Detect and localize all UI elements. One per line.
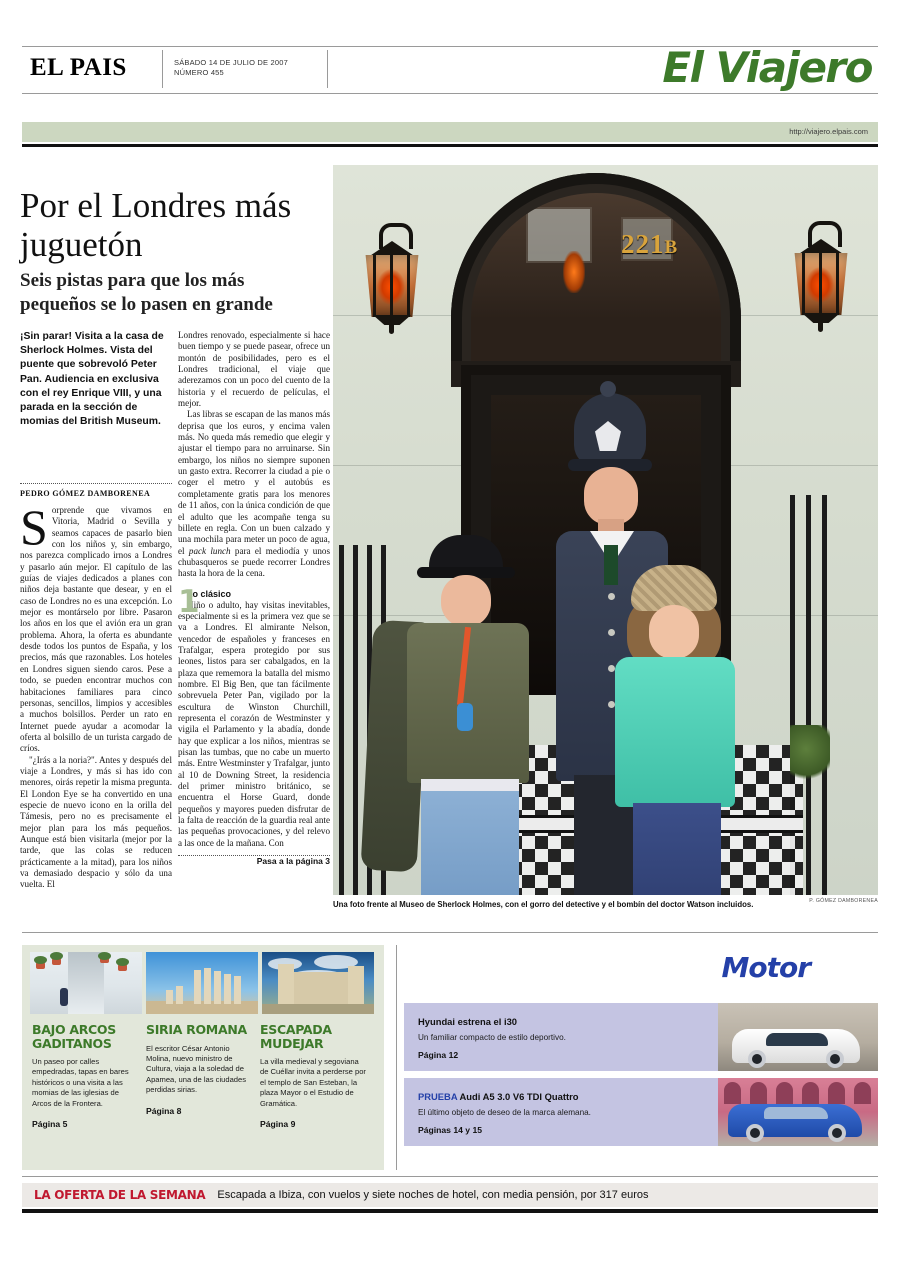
teaser-page-ref[interactable]: Página 9 <box>260 1119 296 1130</box>
door-number-letter: B <box>664 237 679 258</box>
white-car <box>732 1029 860 1063</box>
teaser-photo-mudejar[interactable] <box>262 952 374 1014</box>
photo-caption: Una foto frente al Museo de Sherlock Holmes, con el gorro del detective y el bombín del doctor Watson incluidos. <box>333 900 754 909</box>
motor-item-audi[interactable] <box>404 1078 878 1146</box>
motor-item-page-ref[interactable]: Páginas 14 y 15 <box>418 1125 483 1135</box>
masthead-divider-1 <box>162 50 163 88</box>
child-face <box>649 605 699 659</box>
ruins-ground <box>146 1001 258 1014</box>
lantern-frame-bar <box>802 253 805 315</box>
car-wheel <box>826 1050 844 1068</box>
child-cardigan <box>615 657 735 807</box>
teaser-photo-arcos[interactable] <box>30 952 142 1014</box>
door-number <box>621 229 678 260</box>
teaser-item-arcos[interactable] <box>32 1023 146 1129</box>
article-lead: ¡Sin parar! Visita a la casa de Sherlock Holmes. Vista del puente que sobrevoló Peter Pan. Audiencia en exclusiva con el rey Enrique VIII, y una parada en la sección de momias del British Museum. <box>20 331 164 428</box>
lantern-frame-bar <box>819 253 822 315</box>
offer-label: LA OFERTA DE LA SEMANA <box>34 1188 206 1202</box>
castle-keep <box>284 972 354 1006</box>
potted-plant <box>790 725 830 785</box>
motor-item-subtitle: El último objeto de deseo de la marca alemana. <box>418 1108 591 1117</box>
section-number: 1 <box>178 583 200 620</box>
motor-item-title <box>418 1091 648 1102</box>
teaser-title: ESCAPADA MUDEJAR <box>260 1022 332 1051</box>
paragraph: "¿Irás a la noria?". Antes y después del viaje a Londres, y más si has ido con menores, oirás repetir la misma pregunta. El London Eye se ha convertido en una especie de nuevo icono en la orilla del Támesis, pero no es precisamente el mejor plan para los más pequeños. Aunque está bien visitarla (mejor por la tarde, que las colas se reducen prácticamente a la mitad), para los niños va demasiado despacio y sólo da una vuelta. El <box>20 754 172 890</box>
interior-light <box>563 251 585 293</box>
article-byline: PEDRO GÓMEZ DAMBORENEA <box>20 489 151 498</box>
bottom-vertical-divider <box>396 945 397 1170</box>
lantern-right-icon <box>782 221 860 331</box>
door-number-digits: 221 <box>621 229 665 259</box>
motor-panel <box>404 945 878 1170</box>
teaser-item-mudejar[interactable] <box>260 1023 374 1129</box>
blue-car <box>728 1104 862 1137</box>
paragraph-text: orprende que vivamos en Vitoria, Madrid o Sevilla y seamos capaces de pasarlo bien con los niños y, sin embargo, nos parezca complicado irnos a Londres y pasarlo aún mejor. El capítulo de las guías de viajes dedicados a planes con niños deja bastante que desear, y en el caso de Londres no es una excepción. Lo mejor es montárselo por libre. Pasaron los años en los que el avión era un gran problema. Ahora, la oferta es abundante desde todos los puntos de España, y los precios, más que razonables. Los hoteles en Londres siguen siendo caros. Pese a todo, se pueden encontrar muchos con habitaciones familiares para cinco personas, sencillos, limpios y accesibles a muchos bolsillos. Perder un rato en Internet puede ayudar a acomodar la oferta al bolsillo de un turista cargado de críos. <box>20 505 172 754</box>
page-title: Por el Londres más juguetón <box>20 186 292 265</box>
masthead-rule-bottom <box>22 93 878 94</box>
motor-item-text <box>418 1016 648 1060</box>
page-subtitle: Seis pistas para que los más pequeños se lo pasen en grande <box>20 269 273 315</box>
castle-ground <box>262 1004 374 1014</box>
lantern-left-icon <box>353 223 431 333</box>
lantern-frame-bar <box>407 255 410 317</box>
section-paragraph: Niño o adulto, hay visitas inevitables, especialmente si es la primera vez que se va a Londres. El almirante Nelson, vencedor de españoles y franceses en Trafalgar, espera protegido por sus leones, listos para ser cabalgados, en la plaza que rememora la batalla del mismo nombre. El Big Ben, que tan fácilmente sobrevuela Peter Pan, vigilado por la escultura de Winston Churchill, representa el corazón de Westminster y vigila el Parlamento y la abadía, donde hay que explicar a los niños, mientras se pisan las tumbas, que no cabe un muerto más. Entre Westminster y Trafalgar, junto al 10 de Downing Street, la residencia del primer ministro británico, se encuentra el Horse Guard, donde pequeños y mayores pueden disfrutar de la falta de reacción de la guardia real ante las pequeñas provocaciones, y del relevo a las once de la mañana. Con <box>178 599 330 848</box>
lantern-finial <box>818 321 823 332</box>
teaser-photo-strip <box>30 952 376 1014</box>
photo-credit: P. GÓMEZ DAMBORENEA <box>809 898 878 904</box>
numbered-section-1 <box>178 583 330 850</box>
offer-text: Escapada a Ibiza, con vuelos y siete noches de hotel, con media pensión, por 317 euros <box>217 1189 649 1201</box>
helmet-knob <box>600 381 616 397</box>
teaser-text: El escritor César Antonio Molina, nuevo ministro de Cultura, viaja a la soledad de Apamea, una de las ciudades perdidas sirias. <box>146 1043 247 1095</box>
child-deerstalker-figure <box>605 565 755 895</box>
motor-item-kicker: PRUEBA <box>418 1091 458 1102</box>
motor-item-title: Hyundai estrena el i30 <box>418 1016 518 1027</box>
masthead-issue-number: NÚMERO 455 <box>174 68 224 77</box>
main-photo <box>333 165 878 895</box>
lantern-frame-bar <box>390 255 393 317</box>
walking-person <box>60 988 68 1006</box>
motor-item-hyundai[interactable] <box>404 1003 878 1071</box>
teaser-page-ref[interactable]: Página 8 <box>146 1105 182 1116</box>
footer-black-rule <box>22 1209 878 1213</box>
masthead-date <box>174 58 288 78</box>
offer-of-the-week-bar[interactable] <box>22 1183 878 1207</box>
paragraph <box>20 499 172 755</box>
teaser-text: Un paseo por calles empedradas, tapas en bares históricos o una visita a las momias de las iglesias de Arcos de la Frontera. <box>32 1057 129 1108</box>
teaser-list <box>32 1023 376 1129</box>
teaser-item-siria[interactable] <box>146 1023 260 1129</box>
policeman-face <box>584 467 638 525</box>
section-color-bar <box>22 122 878 142</box>
car-window <box>766 1033 828 1046</box>
jump-note[interactable]: Pasa a la página 3 <box>256 856 330 867</box>
teasers-panel <box>22 945 384 1170</box>
teaser-title: SIRIA ROMANA <box>146 1022 247 1037</box>
article-column-1 <box>20 499 172 891</box>
byline-divider <box>20 483 172 484</box>
motor-logo: Motor <box>721 951 810 984</box>
paragraph: Londres renovado, especialmente si hace buen tiempo y se puede pasear, ofrece un montón de posibilidades, pero es el Londres tradicional, el viaje que aderezamos con un poco del cuento de la historia y el recuerdo de películas, el mejor. <box>178 330 330 409</box>
drop-cap: S <box>20 499 48 555</box>
section-heading: Lo clásico <box>187 588 232 599</box>
lantern-finial <box>389 323 394 334</box>
paragraph-text-b: para el mediodía y unos chubasqueros se puede recorrer Londres hasta la hora de la cena. <box>178 545 330 579</box>
motor-item-model: Audi A5 3.0 V6 TDI Quattro <box>459 1091 579 1102</box>
child-jeans <box>421 779 519 895</box>
article-column-2 <box>178 330 330 867</box>
teaser-title: BAJO ARCOS GADITANOS <box>32 1022 116 1051</box>
offer-top-divider <box>22 1176 878 1177</box>
header-black-rule <box>22 144 878 147</box>
paragraph <box>178 409 330 579</box>
bottom-section-divider <box>22 932 878 933</box>
motor-item-text <box>418 1091 648 1135</box>
child-belt <box>421 779 519 791</box>
paragraph-italic: pack lunch <box>188 545 231 556</box>
child-face <box>441 575 491 627</box>
section-url[interactable]: http://viajero.elpais.com <box>789 127 868 136</box>
lantern-frame-bar <box>836 253 839 315</box>
motor-item-subtitle: Un familiar compacto de estilo deportivo. <box>418 1033 566 1042</box>
masthead-date-line1: SÁBADO 14 DE JULIO DE 2007 <box>174 58 288 67</box>
motor-item-page-ref[interactable]: Página 12 <box>418 1050 459 1060</box>
child-bowler-hat-figure <box>395 535 555 895</box>
paragraph-text-a: Las libras se escapan de las manos más deprisa que los euros, y encima valen más. No queda más remedio que elegir y ajustar el tiempo para no arruinarse. Sin embargo, los niños no siempre suponen un gasto extra. Recorrer la ciudad a pie o coger el metro y el autobús es completamente gratis para los menores de 11 años, con la única condición de que el adulto que les acompañe tenga su billete en regla. Con un buen calzado y una mochila para meter un poco de agua, el <box>178 409 330 556</box>
teaser-text: La villa medieval y segoviana de Cuéllar invita a perderse por el templo de San Esteban, la plaza Mayor o el Estudio de Gramática. <box>260 1057 366 1108</box>
child-trousers <box>633 803 721 895</box>
teaser-photo-siria[interactable] <box>146 952 258 1014</box>
section-logo: El Viajero <box>662 43 872 92</box>
masthead <box>22 43 878 98</box>
car-window <box>764 1107 828 1119</box>
whistle-pendant <box>457 703 473 731</box>
lantern-frame-bar <box>373 255 376 317</box>
alley-street <box>68 952 104 1014</box>
teaser-page-ref[interactable]: Página 5 <box>32 1119 68 1130</box>
car-wheel <box>746 1124 764 1142</box>
car-wheel <box>828 1124 846 1142</box>
masthead-divider-2 <box>327 50 328 88</box>
motor-photo-hyundai-i30[interactable] <box>718 1003 878 1071</box>
motor-photo-audi-a5[interactable] <box>718 1078 878 1146</box>
elpais-logo: EL PAIS <box>30 54 127 81</box>
car-wheel <box>748 1050 766 1068</box>
